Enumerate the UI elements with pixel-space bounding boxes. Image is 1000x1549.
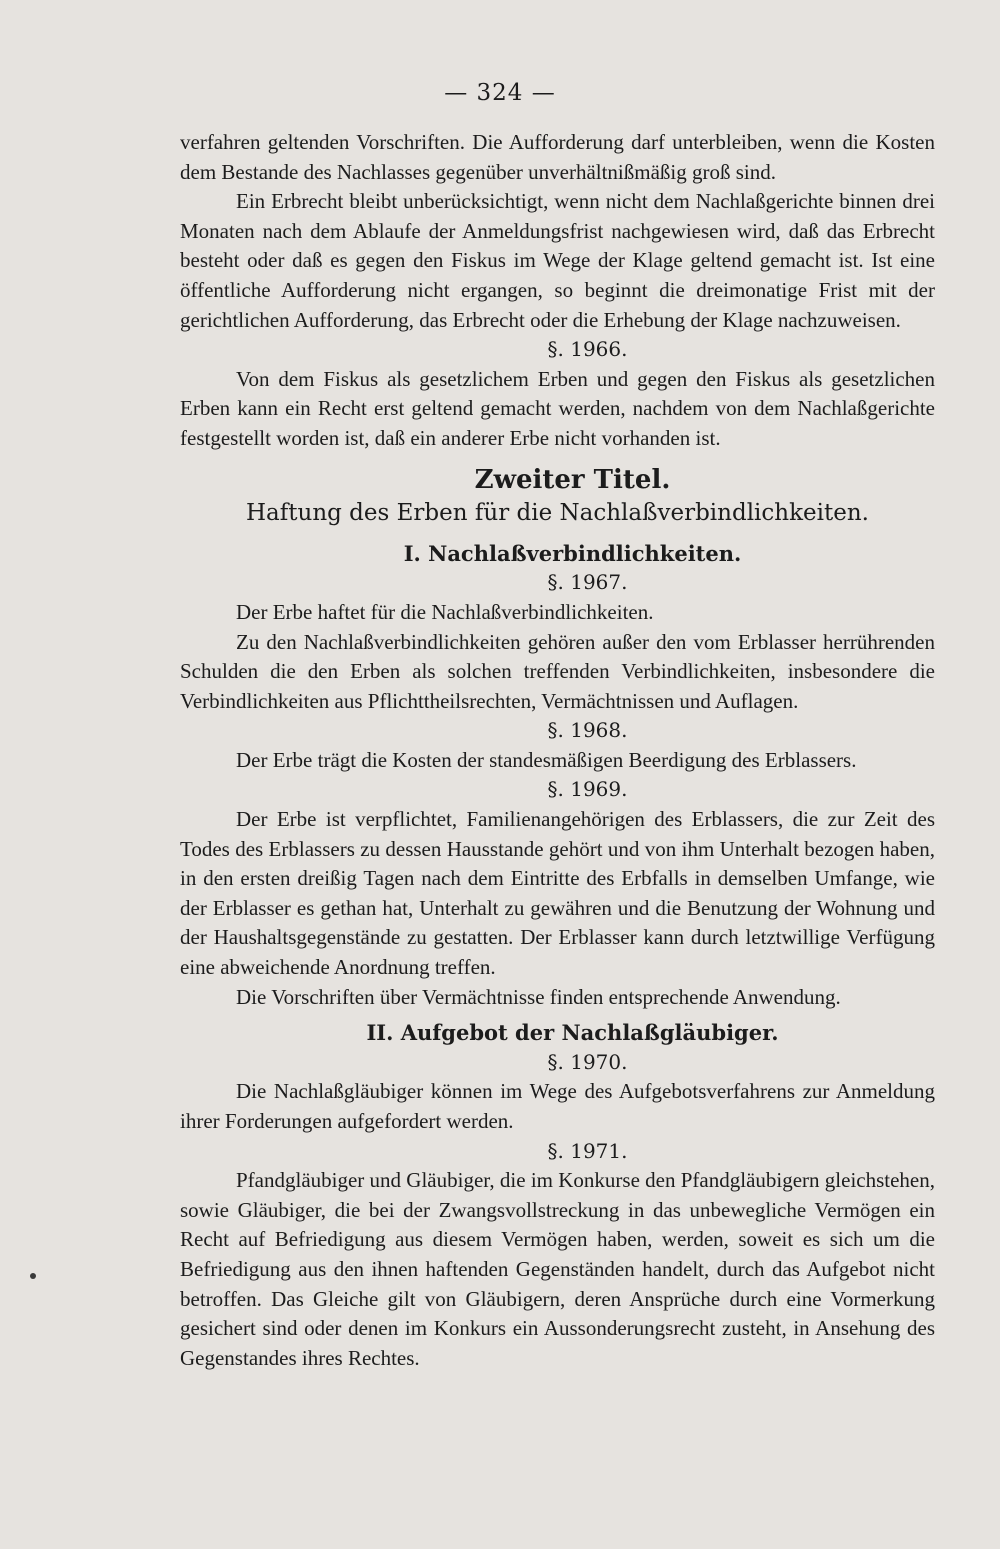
title-heading: Zweiter Titel. xyxy=(474,464,671,495)
title-subheading: Haftung des Erben für die Nachlaßverbindlichkeiten. xyxy=(246,500,869,527)
paragraph: Die Nachlaßgläubiger können im Wege des Aufgebotsverfahrens zur Anmeldung ihrer Forderungen aufgefordert werden. xyxy=(180,1079,935,1133)
paragraph: Pfandgläubiger und Gläubiger, die im Konkurse den Pfandgläubigern gleichstehen, sowie Gläubiger, die bei der Zwangsvollstreckung in das unbewegliche Vermögen ein Recht auf Befriedigung aus diesem Vermögen haben, werden, soweit es sich um die Befriedigung aus den ihnen haftenden Gegenständen handelt, durch das Aufgebot nicht betroffen. Das Gleiche gilt von Gläubigern, deren Ansprüche durch eine Vormerkung gesichert sind oder denen im Konkurs ein Aussonderungsrecht zusteht, in Ansehung des Gegenstandes ihres Rechtes. xyxy=(180,1168,935,1370)
section-heading-1: I. Nachlaßverbindlichkeiten. xyxy=(403,540,742,566)
paragraph: Der Erbe haftet für die Nachlaßverbindlichkeiten. xyxy=(236,599,654,624)
margin-dot xyxy=(30,1273,36,1279)
paragraph: Von dem Fiskus als gesetzlichem Erben und gegen den Fiskus als gesetzlichen Erben kann ein Recht erst geltend gemacht werden, nachdem von dem Nachlaßgerichte festgestellt worden ist, daß ein anderer Erbe nicht vorhanden ist. xyxy=(180,366,935,450)
section-number-1966: §. 1966. xyxy=(547,337,628,362)
section-number-1970: §. 1970. xyxy=(547,1049,628,1074)
paragraph: Die Vorschriften über Vermächtnisse finden entsprechende Anwendung. xyxy=(236,984,841,1009)
section-number-1969: §. 1969. xyxy=(547,777,628,802)
section-heading-2: II. Aufgebot der Nachlaßgläubiger. xyxy=(366,1020,779,1046)
page-body xyxy=(180,128,935,1373)
paragraph: Zu den Nachlaßverbindlichkeiten gehören außer den vom Erblasser herrührenden Schulden die den Erben als solchen treffenden Verbindlichkeiten, insbesondere die Verbindlichkeiten aus Pflichttheilsrechten, Vermächtnissen und Auflagen. xyxy=(180,629,935,713)
paragraph: Ein Erbrecht bleibt unberücksichtigt, wenn nicht dem Nachlaßgerichte binnen drei Monaten nach dem Ablaufe der Anmeldungsfrist nachgewiesen wird, daß das Erbrecht besteht oder daß es gegen den Fiskus im Wege der Klage geltend gemacht ist. Ist eine öffentliche Aufforderung nicht ergangen, so beginnt die dreimonatige Frist mit der gerichtlichen Aufforderung, das Erbrecht oder die Erhebung der Klage nachzuweisen. xyxy=(180,189,935,332)
section-number-1971: §. 1971. xyxy=(547,1138,628,1163)
section-number-1968: §. 1968. xyxy=(547,718,628,743)
paragraph: Der Erbe trägt die Kosten der standesmäßigen Beerdigung des Erblassers. xyxy=(236,747,857,772)
paragraph: Der Erbe ist verpflichtet, Familienangehörigen des Erblassers, die zur Zeit des Todes des Erblassers zu dessen Hausstande gehört und von ihm Unterhalt bezogen haben, in den ersten dreißig Tagen nach dem Eintritte des Erbfalls in demselben Umfange, wie der Erblasser es gethan hat, Unterhalt zu gewähren und die Benutzung der Wohnung und der Haushaltsgegenstände zu gestatten. Der Erblasser kann durch letztwillige Verfügung eine abweichende Anordnung treffen. xyxy=(180,807,935,980)
section-number-1967: §. 1967. xyxy=(547,570,628,595)
paragraph-continuation: verfahren geltenden Vorschriften. Die Aufforderung darf unterbleiben, wenn die Kosten dem Bestande des Nachlasses gegenüber unverhältnißmäßig groß sind. xyxy=(180,130,935,184)
page-number: — 324 — xyxy=(444,80,556,106)
